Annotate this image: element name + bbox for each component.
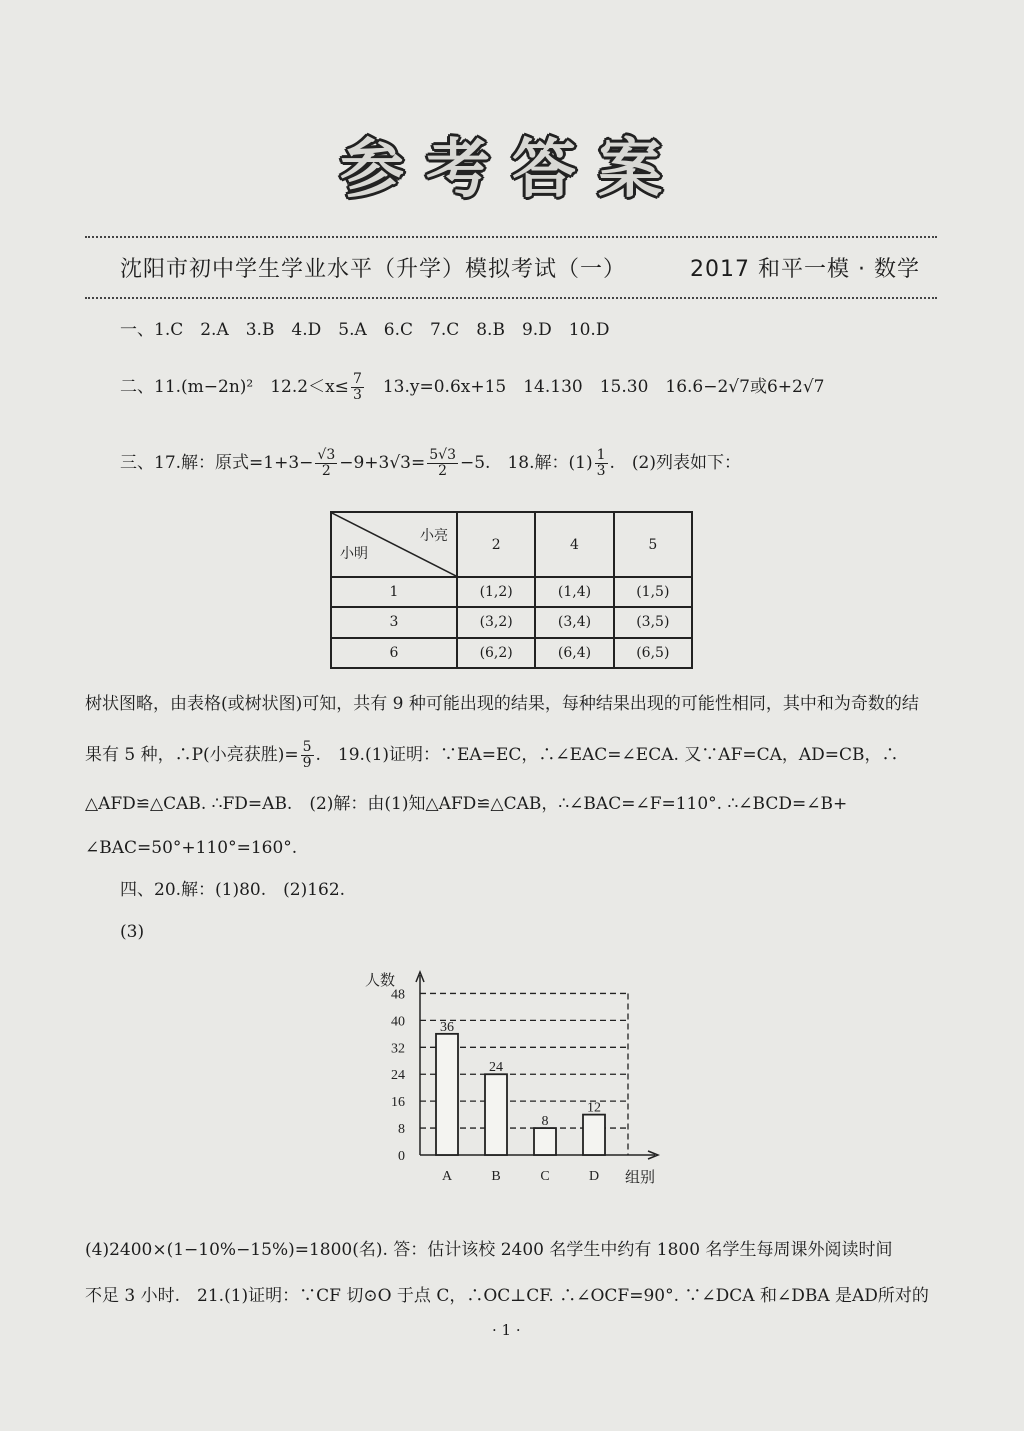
table-row <box>331 577 692 607</box>
x-tick-label: C <box>540 1169 550 1184</box>
fraction-denominator: 2 <box>438 463 448 479</box>
y-tick-label: 48 <box>391 987 405 1003</box>
x-tick-label: A <box>441 1169 453 1184</box>
page-number: · 1 · <box>492 1321 521 1339</box>
data-label: 12 <box>587 1100 601 1116</box>
q17-part-a: 三、17.解：原式=1+3− <box>120 453 314 473</box>
subquestion-3-label: (3) <box>120 922 145 942</box>
fraction-5sqrt3-2 <box>427 448 458 479</box>
data-label: 24 <box>489 1060 503 1076</box>
q18-part-a: −5. 18.解：(1) <box>460 453 593 473</box>
table-row-label: 6 <box>331 638 457 668</box>
q17-part-b: −9+3√3= <box>339 453 426 473</box>
bar-D <box>583 1115 605 1155</box>
fraction-sqrt3-2 <box>315 448 337 479</box>
y-tick-label: 0 <box>398 1149 405 1164</box>
probability-part-b: . 19.(1)证明：∵EA=EC，∴∠EAC=∠ECA. 又∵AF=CA，AD=CB，∴ <box>315 745 899 765</box>
table-cell: (1,2) <box>457 577 535 607</box>
y-tick-label: 24 <box>391 1068 405 1084</box>
table-cell: (1,5) <box>614 577 692 607</box>
table-cell: (3,2) <box>457 607 535 637</box>
paragraph-angle-sum: ∠BAC=50°+110°=160°. <box>85 838 298 858</box>
section-one-answers: 一、1.C 2.A 3.B 4.D 5.A 6.C 7.C 8.B 9.D 10.D <box>120 320 610 340</box>
fraction-7-3 <box>351 372 364 403</box>
x-tick-label: B <box>491 1169 501 1184</box>
table-row <box>331 607 692 637</box>
table-row <box>331 638 692 668</box>
page-title: 参考答案 <box>340 132 684 207</box>
fraction-denominator: 3 <box>352 387 362 403</box>
y-tick-label: 32 <box>391 1041 405 1057</box>
header-xiaoming: 小明 <box>340 546 368 562</box>
fraction-denominator: 3 <box>596 463 606 479</box>
table-cell: (3,4) <box>535 607 613 637</box>
bar-chart <box>360 960 680 1190</box>
y-tick-label: 16 <box>391 1095 405 1111</box>
table-col-header: 2 <box>457 512 535 577</box>
fraction-denominator: 9 <box>302 755 312 771</box>
probability-part-a: 果有 5 种，∴P(小亮获胜)= <box>85 745 299 765</box>
exam-heading-name: 沈阳市初中学生学业水平（升学）模拟考试（一） <box>120 257 627 282</box>
paragraph-tree-diagram: 树状图略，由表格(或树状图)可知，共有 9 种可能出现的结果，每种结果出现的可能性相同，其中和为奇数的结 <box>85 694 919 714</box>
section-two-answers <box>120 372 824 403</box>
y-tick-label: 8 <box>398 1122 405 1138</box>
top-dotted-rule <box>85 236 937 238</box>
table-row-label: 3 <box>331 607 457 637</box>
q18-part-b: . (2)列表如下： <box>609 453 741 473</box>
table-cell: (6,2) <box>457 638 535 668</box>
table-col-header: 4 <box>535 512 613 577</box>
fraction-numerator: 5√3 <box>429 447 456 463</box>
table-col-header: 5 <box>614 512 692 577</box>
x-axis-label: 组别 <box>625 1168 656 1186</box>
section-three-answers <box>120 448 741 479</box>
data-label: 8 <box>541 1114 549 1130</box>
section-four-answers: 四、20.解：(1)80. (2)162. <box>120 880 346 900</box>
fraction-numerator: 1 <box>596 447 606 463</box>
table-cell: (6,5) <box>614 638 692 668</box>
section-two-part-b: 13.y=0.6x+15 14.130 15.30 16.6−2√7或6+2√7 <box>365 377 825 397</box>
bottom-dotted-rule <box>85 297 937 299</box>
bar-A <box>436 1034 458 1155</box>
data-label: 36 <box>440 1019 454 1035</box>
paragraph-congruence: △AFD≌△CAB. ∴FD=AB. (2)解：由(1)知△AFD≌△CAB，∴∠BAC=∠F=110°. ∴∠BCD=∠B+ <box>85 794 848 814</box>
exam-heading-subject: 2017 和平一模 · 数学 <box>690 257 920 282</box>
table-cell: (6,4) <box>535 638 613 668</box>
table-header-row <box>331 512 692 577</box>
fraction-numerator: 5 <box>302 739 312 755</box>
fraction-denominator: 2 <box>321 463 331 479</box>
paragraph-tangent-proof: 不足 3 小时. 21.(1)证明：∵CF 切⊙O 于点 C，∴OC⊥CF. ∴∠OCF=90°. ∵∠DCA 和∠DBA 是AD所对的 <box>85 1286 929 1306</box>
section-two-part-a: 二、11.(m−2n)² 12.2＜x≤ <box>120 377 349 397</box>
paragraph-estimate: (4)2400×(1−10%−15%)=1800(名). 答：估计该校 2400 名学生中约有 1800 名学生每周课外阅读时间 <box>85 1240 893 1260</box>
table-cell: (1,4) <box>535 577 613 607</box>
exam-heading <box>120 252 920 283</box>
y-axis-label: 人数 <box>365 971 396 989</box>
fraction-numerator: √3 <box>317 447 336 463</box>
fraction-1-3 <box>595 448 608 479</box>
table-cell: (3,5) <box>614 607 692 637</box>
bar-C <box>534 1128 556 1155</box>
table-corner-cell <box>331 512 457 577</box>
bar-B <box>485 1074 507 1155</box>
header-xiaoliang: 小亮 <box>420 528 448 544</box>
x-tick-label: D <box>588 1169 600 1184</box>
y-tick-label: 40 <box>391 1014 405 1030</box>
fraction-5-9 <box>301 740 314 771</box>
fraction-numerator: 7 <box>352 371 362 387</box>
paragraph-probability <box>85 740 899 771</box>
outcome-table <box>330 511 693 669</box>
table-row-label: 1 <box>331 577 457 607</box>
